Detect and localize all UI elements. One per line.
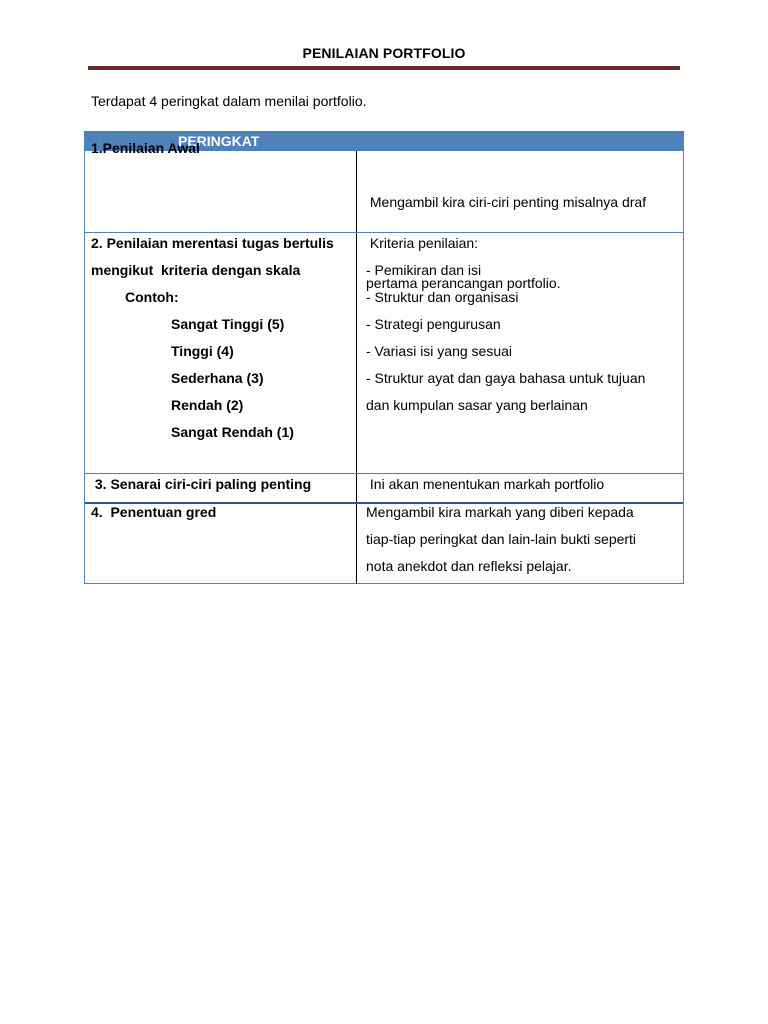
intro-text: Terdapat 4 peringkat dalam menilai portfolio.: [91, 93, 367, 109]
row-2-right: [366, 230, 645, 419]
row-3-left-text: 3. Senarai ciri-ciri paling penting: [91, 476, 312, 492]
table-header-label: PERINGKAT: [178, 133, 260, 149]
row-2-left-line: 2. Penilaian merentasi tugas bertulis: [91, 235, 334, 251]
row-2-left: [91, 230, 334, 446]
scale-item: Rendah (2): [171, 397, 244, 413]
row-4-right-line: tiap-tiap peringkat dan lain-lain bukti seperti: [366, 531, 637, 547]
row-4-left: [91, 499, 216, 526]
criteria-item: dan kumpulan sasar yang berlainan: [366, 397, 588, 413]
criteria-item: - Strategi pengurusan: [366, 316, 501, 332]
row-4-right-line: nota anekdot dan refleksi pelajar.: [366, 558, 572, 574]
scale-item: Sederhana (3): [171, 370, 264, 386]
row-4-right: [366, 499, 636, 580]
row-4-right-line: Mengambil kira markah yang diberi kepada: [366, 504, 634, 520]
page-title: PENILAIAN PORTFOLIO: [302, 45, 466, 61]
row-4-left-text: 4. Penentuan gred: [91, 504, 217, 520]
row-1-left-text: 1.Penilaian Awal: [91, 140, 200, 156]
scale-item: Sangat Rendah (1): [171, 424, 294, 440]
row-2-left-line: mengikut kriteria dengan skala: [91, 262, 301, 278]
row-1-right-line: Mengambil kira ciri-ciri penting misalnya draf: [366, 194, 647, 210]
row-3-left: [91, 471, 311, 498]
criteria-item: - Struktur dan organisasi: [366, 289, 519, 305]
column-divider: [356, 151, 357, 584]
title-rule: [88, 66, 680, 70]
criteria-item: - Variasi isi yang sesuai: [366, 343, 513, 359]
row-3-right: [366, 471, 604, 498]
criteria-heading: Kriteria penilaian:: [366, 235, 479, 251]
row-1-left: [91, 135, 200, 162]
row-2-contoh: Contoh:: [125, 289, 179, 305]
row-1-right-line: pertama perancangan portfolio.: [366, 275, 561, 291]
scale-item: Tinggi (4): [171, 343, 234, 359]
row-3-right-text: Ini akan menentukan markah portfolio: [366, 476, 605, 492]
criteria-item: - Pemikiran dan isi: [366, 262, 482, 278]
rating-table: [84, 131, 684, 584]
criteria-item: - Struktur ayat dan gaya bahasa untuk tujuan: [366, 370, 646, 386]
scale-item: Sangat Tinggi (5): [171, 316, 285, 332]
